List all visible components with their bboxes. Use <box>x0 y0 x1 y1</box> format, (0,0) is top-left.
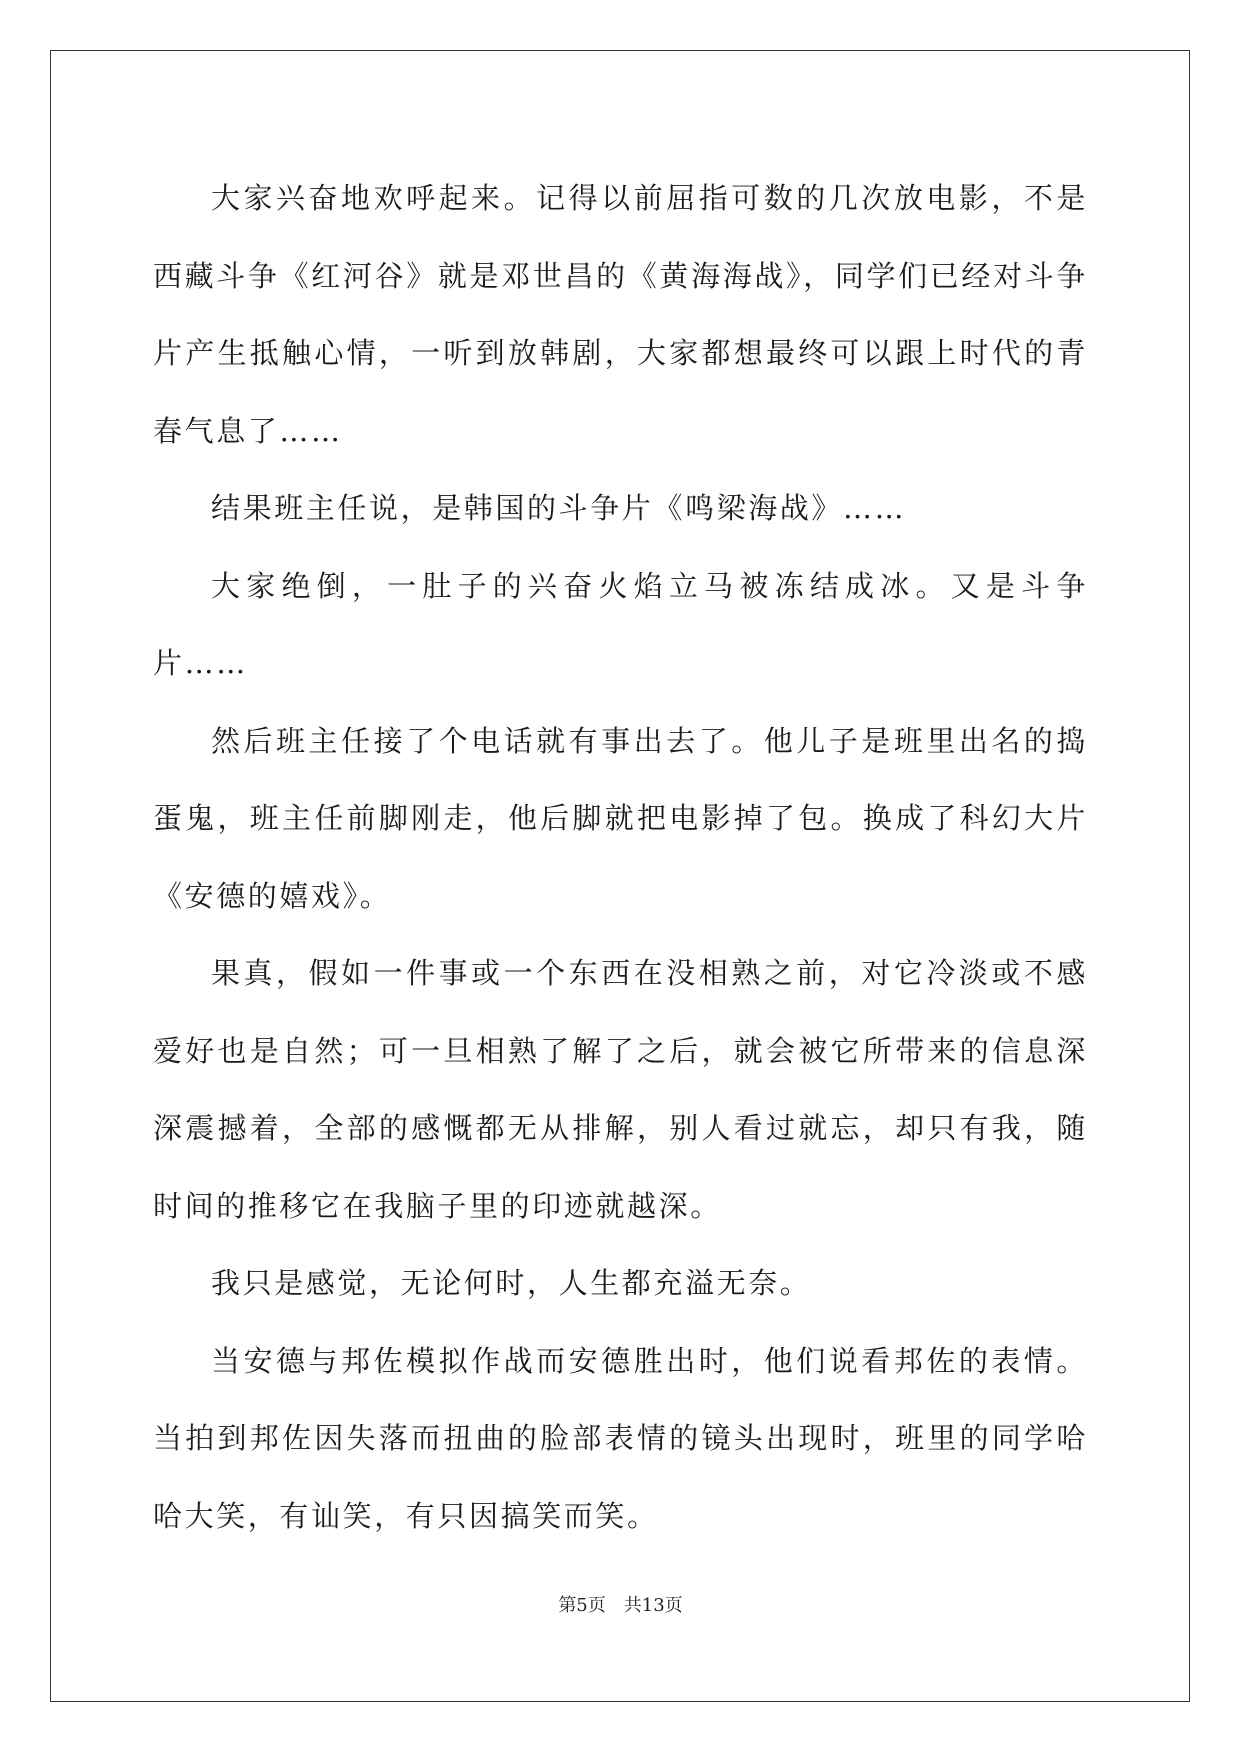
page-number: 第5页 <box>558 1595 606 1616</box>
paragraph: 大家绝倒，一肚子的兴奋火焰立马被冻结成冰。又是斗争片…… <box>153 568 1088 680</box>
paragraph: 果真，假如一件事或一个东西在没相熟之前，对它冷淡或不感爱好也是自然；可一旦相熟了解了之后，就会被它所带来的信息深深震撼着，全部的感慨都无从排解，别人看过就忘，却只有我，随时间的推移它在我脑子里的印迹就越深。 <box>153 956 1088 1223</box>
page-total: 共13页 <box>623 1595 683 1616</box>
document-body <box>153 160 1088 1555</box>
paragraph: 结果班主任说，是韩国的斗争片《鸣梁海战》…… <box>211 491 907 525</box>
paragraph: 当安德与邦佐模拟作战而安德胜出时，他们说看邦佐的表情。当拍到邦佐因失落而扭曲的脸部表情的镜头出现时，班里的同学哈哈大笑，有讪笑，有只因搞笑而笑。 <box>153 1343 1088 1533</box>
page-footer <box>0 1594 1241 1618</box>
paragraph: 大家兴奋地欢呼起来。记得以前屈指可数的几次放电影，不是西藏斗争《红河谷》就是邓世昌的《黄海海战》，同学们已经对斗争片产生抵触心情，一听到放韩剧，大家都想最终可以跟上时代的青春气息了…… <box>153 181 1088 448</box>
paragraph: 然后班主任接了个电话就有事出去了。他儿子是班里出名的捣蛋鬼，班主任前脚刚走，他后脚就把电影掉了包。换成了科幻大片《安德的嬉戏》。 <box>153 723 1088 913</box>
paragraph: 我只是感觉，无论何时，人生都充溢无奈。 <box>211 1266 812 1300</box>
